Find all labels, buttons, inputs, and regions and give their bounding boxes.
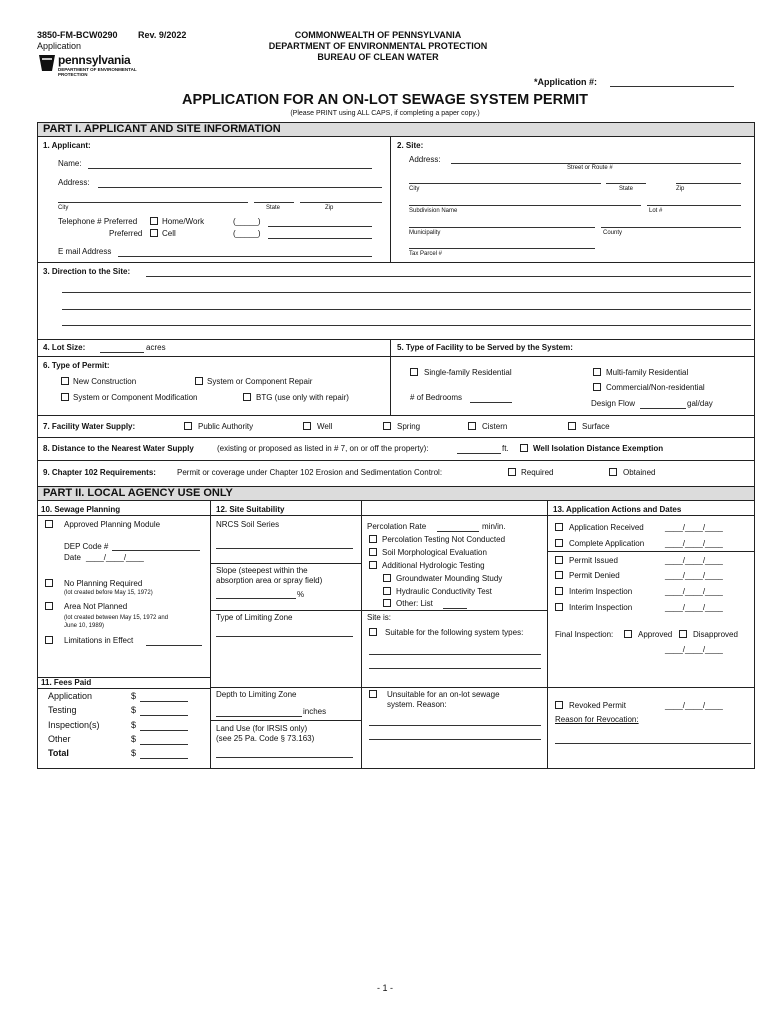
cistern-checkbox[interactable] — [468, 422, 476, 430]
applicant-zip-field[interactable] — [300, 202, 382, 203]
county-field[interactable] — [601, 227, 741, 228]
site-city-field[interactable] — [409, 183, 601, 184]
form-title: APPLICATION FOR AN ON-LOT SEWAGE SYSTEM PERMIT — [181, 92, 589, 108]
hydraulic-checkbox[interactable] — [383, 587, 391, 595]
min-in-label: min/in. — [482, 522, 506, 531]
email-field[interactable] — [118, 256, 372, 257]
multi-family-label: Multi-family Residential — [606, 368, 689, 377]
action-date-6[interactable]: ____/____/____ — [665, 603, 723, 612]
groundwater-checkbox[interactable] — [383, 574, 391, 582]
area-not-planned-label: Area Not Planned — [64, 602, 128, 611]
action-checkbox-4[interactable] — [555, 571, 563, 579]
distance-field[interactable] — [457, 453, 501, 454]
lot-size-label: 4. Lot Size: — [43, 343, 86, 352]
distance-note: (existing or proposed as listed in # 7, on or off the property): — [217, 444, 429, 453]
soil-evaluation-checkbox[interactable] — [369, 548, 377, 556]
fee-dollar-3: $ — [131, 720, 137, 730]
slope-label: Slope (steepest within the — [216, 566, 308, 575]
action-checkbox-6[interactable] — [555, 603, 563, 611]
county-caption: County — [603, 230, 623, 236]
action-permit-denied: Permit Denied — [569, 571, 620, 580]
final-disapproved-checkbox[interactable] — [679, 630, 687, 638]
land-use-label-2: (see 25 Pa. Code § 73.163) — [216, 734, 315, 743]
lot-number-field[interactable] — [647, 205, 741, 206]
cell-checkbox[interactable] — [150, 229, 158, 237]
lot-size-field[interactable] — [100, 352, 144, 353]
land-use-field[interactable] — [216, 757, 353, 758]
action-application-received: Application Received — [569, 523, 644, 532]
fee-total-field[interactable] — [140, 758, 188, 759]
acres-label: acres — [146, 343, 166, 352]
action-checkbox-1[interactable] — [555, 523, 563, 531]
public-authority-checkbox[interactable] — [184, 422, 192, 430]
applicant-state-caption: State — [266, 205, 281, 211]
direction-field-line-1[interactable] — [146, 276, 751, 277]
well-label: Well — [317, 422, 333, 431]
site-zip-caption: Zip — [676, 186, 685, 192]
other-test-label: Other: List — [396, 599, 433, 608]
final-approved-checkbox[interactable] — [624, 630, 632, 638]
home-work-phone-field[interactable] — [268, 226, 372, 227]
obtained-label: Obtained — [623, 468, 656, 477]
well-exemption-label: Well Isolation Distance Exemption — [533, 444, 664, 453]
soil-evaluation-label: Soil Morphological Evaluation — [382, 548, 487, 557]
lot-caption: Lot # — [649, 208, 663, 214]
revoked-permit-label: Revoked Permit — [569, 701, 626, 710]
design-flow-field[interactable] — [640, 408, 686, 409]
limiting-zone-field[interactable] — [216, 636, 353, 637]
depth-label: Depth to Limiting Zone — [216, 690, 297, 699]
hydraulic-label: Hydraulic Conductivity Test — [396, 587, 492, 596]
applicant-zip-caption: Zip — [325, 205, 334, 211]
fee-inspection-label: Inspection(s) — [48, 720, 100, 730]
well-exemption-checkbox[interactable] — [520, 444, 528, 452]
subdivision-caption: Subdivision Name — [409, 208, 458, 214]
nrcs-field[interactable] — [216, 548, 353, 549]
single-family-checkbox[interactable] — [410, 368, 418, 376]
revoked-permit-checkbox[interactable] — [555, 701, 563, 709]
revoked-date[interactable]: ____/____/____ — [665, 701, 723, 710]
other-test-checkbox[interactable] — [383, 599, 391, 607]
commercial-checkbox[interactable] — [593, 383, 601, 391]
home-work-area-code: (_____) — [233, 217, 261, 226]
single-family-label: Single-family Residential — [424, 368, 512, 377]
tax-parcel-caption: Tax Parcel # — [409, 251, 443, 257]
document-type: Application — [37, 41, 82, 51]
action-interim-inspection-1: Interim Inspection — [569, 587, 633, 596]
applicant-city-caption: City — [58, 205, 69, 211]
applicant-address-label: Address: — [58, 178, 90, 187]
applicant-address-field[interactable] — [98, 187, 382, 188]
suitable-label: Suitable for the following system types: — [385, 628, 524, 637]
direction-field-line-2[interactable] — [62, 292, 751, 293]
water-supply-label: 7. Facility Water Supply: — [43, 422, 136, 431]
bedrooms-label: # of Bedrooms — [410, 393, 463, 402]
area-note-2: June 10, 1989) — [64, 623, 105, 629]
action-date-3[interactable]: ____/____/____ — [665, 556, 723, 565]
cell-phone-field[interactable] — [268, 238, 372, 239]
home-work-checkbox[interactable] — [150, 217, 158, 225]
dep-code-field[interactable] — [112, 550, 200, 551]
hydrologic-testing-checkbox[interactable] — [369, 561, 377, 569]
new-construction-label: New Construction — [73, 377, 137, 386]
system-modification-checkbox[interactable] — [61, 393, 69, 401]
action-checkbox-2[interactable] — [555, 539, 563, 547]
surface-label: Surface — [582, 422, 610, 431]
commercial-label: Commercial/Non-residential — [606, 383, 705, 392]
cell-label: Cell — [162, 229, 176, 238]
multi-family-checkbox[interactable] — [593, 368, 601, 376]
applicant-state-field[interactable] — [254, 202, 294, 203]
logo-text: pennsylvania — [58, 53, 131, 67]
action-date-1[interactable]: ____/____/____ — [665, 523, 723, 532]
fee-testing-field[interactable] — [140, 715, 188, 716]
perc-rate-label: Percolation Rate — [367, 522, 427, 531]
action-checkbox-3[interactable] — [555, 556, 563, 564]
site-street-field[interactable] — [451, 163, 741, 164]
btg-label: BTG (use only with repair) — [256, 393, 349, 402]
slope-label-2: absorption area or spray field) — [216, 576, 323, 585]
permit-type-label: 6. Type of Permit: — [43, 361, 110, 370]
unsuitable-checkbox[interactable] — [369, 690, 377, 698]
application-actions-label: 13. Application Actions and Dates — [553, 505, 682, 514]
application-number-label: *Application #: — [534, 77, 598, 87]
site-state-caption: State — [619, 186, 634, 192]
percent-label: % — [297, 590, 305, 599]
tax-parcel-field[interactable] — [409, 248, 595, 249]
required-label: Required — [521, 468, 554, 477]
spring-checkbox[interactable] — [383, 422, 391, 430]
btg-checkbox[interactable] — [243, 393, 251, 401]
logo-subtitle: DEPARTMENT OF ENVIRONMENTAL — [58, 67, 137, 72]
telephone-label: Telephone # Preferred — [58, 217, 138, 226]
slope-field[interactable] — [216, 598, 296, 599]
fee-dollar-1: $ — [131, 691, 137, 701]
fee-total-label: Total — [48, 748, 69, 758]
date-label: Date — [64, 553, 81, 562]
action-interim-inspection-2: Interim Inspection — [569, 603, 633, 612]
site-is-label: Site is: — [367, 613, 392, 622]
no-planning-label: No Planning Required — [64, 579, 143, 588]
site-address-label: Address: — [409, 155, 441, 164]
fee-other-field[interactable] — [140, 744, 188, 745]
form-subtitle: (Please PRINT using ALL CAPS, if completing a paper copy.) — [290, 110, 480, 117]
no-planning-checkbox[interactable] — [45, 579, 53, 587]
cistern-label: Cistern — [482, 422, 508, 431]
municipality-caption: Municipality — [409, 230, 441, 236]
action-date-4[interactable]: ____/____/____ — [665, 571, 723, 580]
no-planning-note: (lot created before May 15, 1972) — [64, 590, 153, 596]
home-work-label: Home/Work — [162, 217, 205, 226]
new-construction-checkbox[interactable] — [61, 377, 69, 385]
preferred-label: Preferred — [109, 229, 143, 238]
agency-line-1: COMMONWEALTH OF PENNSYLVANIA — [294, 30, 462, 40]
perc-not-conducted-label: Percolation Testing Not Conducted — [382, 535, 506, 544]
part-1-heading: PART I. APPLICANT AND SITE INFORMATION — [37, 122, 755, 137]
gal-day-label: gal/day — [687, 399, 713, 408]
fee-testing-label: Testing — [48, 705, 77, 715]
pennsylvania-keystone-logo-icon — [37, 53, 57, 73]
final-approved-label: Approved — [638, 630, 673, 639]
final-disapproved-label: Disapproved — [693, 630, 738, 639]
direction-field-line-3[interactable] — [62, 309, 751, 310]
suitable-field-1[interactable] — [369, 654, 541, 655]
agency-line-2: DEPARTMENT OF ENVIRONMENTAL PROTECTION — [268, 41, 488, 51]
unsuitable-label-2: system. Reason: — [387, 700, 447, 709]
site-suitability-label: 12. Site Suitability — [216, 505, 285, 514]
action-complete-application: Complete Application — [569, 539, 645, 548]
other-test-field[interactable] — [443, 608, 467, 609]
direction-field-line-4[interactable] — [62, 325, 751, 326]
revision-date: Rev. 9/2022 — [138, 30, 187, 40]
dep-code-label: DEP Code # — [64, 542, 109, 551]
limiting-zone-label: Type of Limiting Zone — [216, 613, 293, 622]
action-checkbox-5[interactable] — [555, 587, 563, 595]
email-label: E mail Address — [58, 247, 112, 256]
facility-type-label: 5. Type of Facility to be Served by the System: — [397, 343, 573, 352]
application-number-field[interactable] — [610, 86, 734, 87]
municipality-field[interactable] — [409, 227, 595, 228]
perc-not-conducted-checkbox[interactable] — [369, 535, 377, 543]
depth-field[interactable] — [216, 716, 302, 717]
applicant-city-field[interactable] — [58, 202, 248, 203]
fee-inspection-field[interactable] — [140, 730, 188, 731]
unsuitable-reason-1[interactable] — [369, 725, 541, 726]
planning-date-field[interactable]: ____/____/____ — [86, 553, 144, 562]
fee-application-field[interactable] — [140, 701, 188, 702]
system-modification-label: System or Component Modification — [73, 393, 198, 402]
cell-area-code: (_____) — [233, 229, 261, 238]
distance-label: 8. Distance to the Nearest Water Supply — [43, 444, 194, 453]
perc-rate-field[interactable] — [437, 531, 479, 532]
agency-line-3: BUREAU OF CLEAN WATER — [317, 52, 439, 62]
groundwater-label: Groundwater Mounding Study — [396, 574, 503, 583]
chapter-102-note: Permit or coverage under Chapter 102 Erosion and Sedimentation Control: — [177, 468, 443, 477]
site-state-field[interactable] — [606, 183, 646, 184]
area-note-1: (lot created between May 15, 1972 and — [64, 615, 169, 621]
logo-subtitle-2: PROTECTION — [58, 72, 88, 77]
spring-label: Spring — [397, 422, 421, 431]
unsuitable-reason-2[interactable] — [369, 739, 541, 740]
revocation-reason-field[interactable] — [555, 743, 751, 744]
system-repair-checkbox[interactable] — [195, 377, 203, 385]
obtained-checkbox[interactable] — [609, 468, 617, 476]
land-use-label: Land Use (for IRSIS only) — [216, 724, 308, 733]
design-flow-label: Design Flow — [591, 399, 636, 408]
inches-label: inches — [303, 707, 327, 716]
applicant-label: 1. Applicant: — [43, 141, 91, 150]
final-inspection-label: Final Inspection: — [555, 630, 614, 639]
fee-dollar-4: $ — [131, 734, 137, 744]
street-caption: Street or Route # — [567, 165, 613, 171]
system-repair-label: System or Component Repair — [207, 377, 313, 386]
unsuitable-label: Unsuitable for an on-lot sewage — [387, 690, 500, 699]
fee-other-label: Other — [48, 734, 71, 744]
feet-label: ft. — [502, 444, 509, 453]
fee-application-label: Application — [48, 691, 93, 701]
site-zip-field[interactable] — [676, 183, 741, 184]
hydrologic-testing-label: Additional Hydrologic Testing — [382, 561, 485, 570]
nrcs-label: NRCS Soil Series — [216, 520, 280, 529]
fees-paid-label: 11. Fees Paid — [41, 678, 92, 687]
required-checkbox[interactable] — [508, 468, 516, 476]
limitations-checkbox[interactable] — [45, 636, 53, 644]
part-2-heading: PART II. LOCAL AGENCY USE ONLY — [37, 486, 755, 501]
revocation-reason-label: Reason for Revocation: — [555, 715, 639, 724]
site-label: 2. Site: — [397, 141, 424, 150]
area-not-planned-checkbox[interactable] — [45, 602, 53, 610]
bedrooms-field[interactable] — [470, 402, 512, 403]
public-authority-label: Public Authority — [198, 422, 254, 431]
sewage-planning-label: 10. Sewage Planning — [41, 505, 121, 514]
direction-label: 3. Direction to the Site: — [43, 267, 131, 276]
page-number: - 1 - — [376, 983, 394, 993]
limitations-label: Limitations in Effect — [64, 636, 134, 645]
action-date-5[interactable]: ____/____/____ — [665, 587, 723, 596]
subdivision-field[interactable] — [409, 205, 641, 206]
well-checkbox[interactable] — [303, 422, 311, 430]
approved-planning-label: Approved Planning Module — [64, 520, 161, 529]
suitable-field-2[interactable] — [369, 668, 541, 669]
final-inspection-date[interactable]: ____/____/____ — [665, 645, 723, 654]
fee-dollar-5: $ — [131, 748, 137, 758]
action-permit-issued: Permit Issued — [569, 556, 618, 565]
form-code: 3850-FM-BCW0290 — [37, 30, 118, 40]
action-date-2[interactable]: ____/____/____ — [665, 539, 723, 548]
site-city-caption: City — [409, 186, 420, 192]
suitable-checkbox[interactable] — [369, 628, 377, 636]
approved-planning-checkbox[interactable] — [45, 520, 53, 528]
fee-dollar-2: $ — [131, 705, 137, 715]
limitations-field[interactable] — [146, 645, 202, 646]
chapter-102-label: 9. Chapter 102 Requirements: — [43, 468, 156, 477]
applicant-name-field[interactable] — [88, 168, 372, 169]
applicant-name-label: Name: — [58, 159, 82, 168]
surface-checkbox[interactable] — [568, 422, 576, 430]
